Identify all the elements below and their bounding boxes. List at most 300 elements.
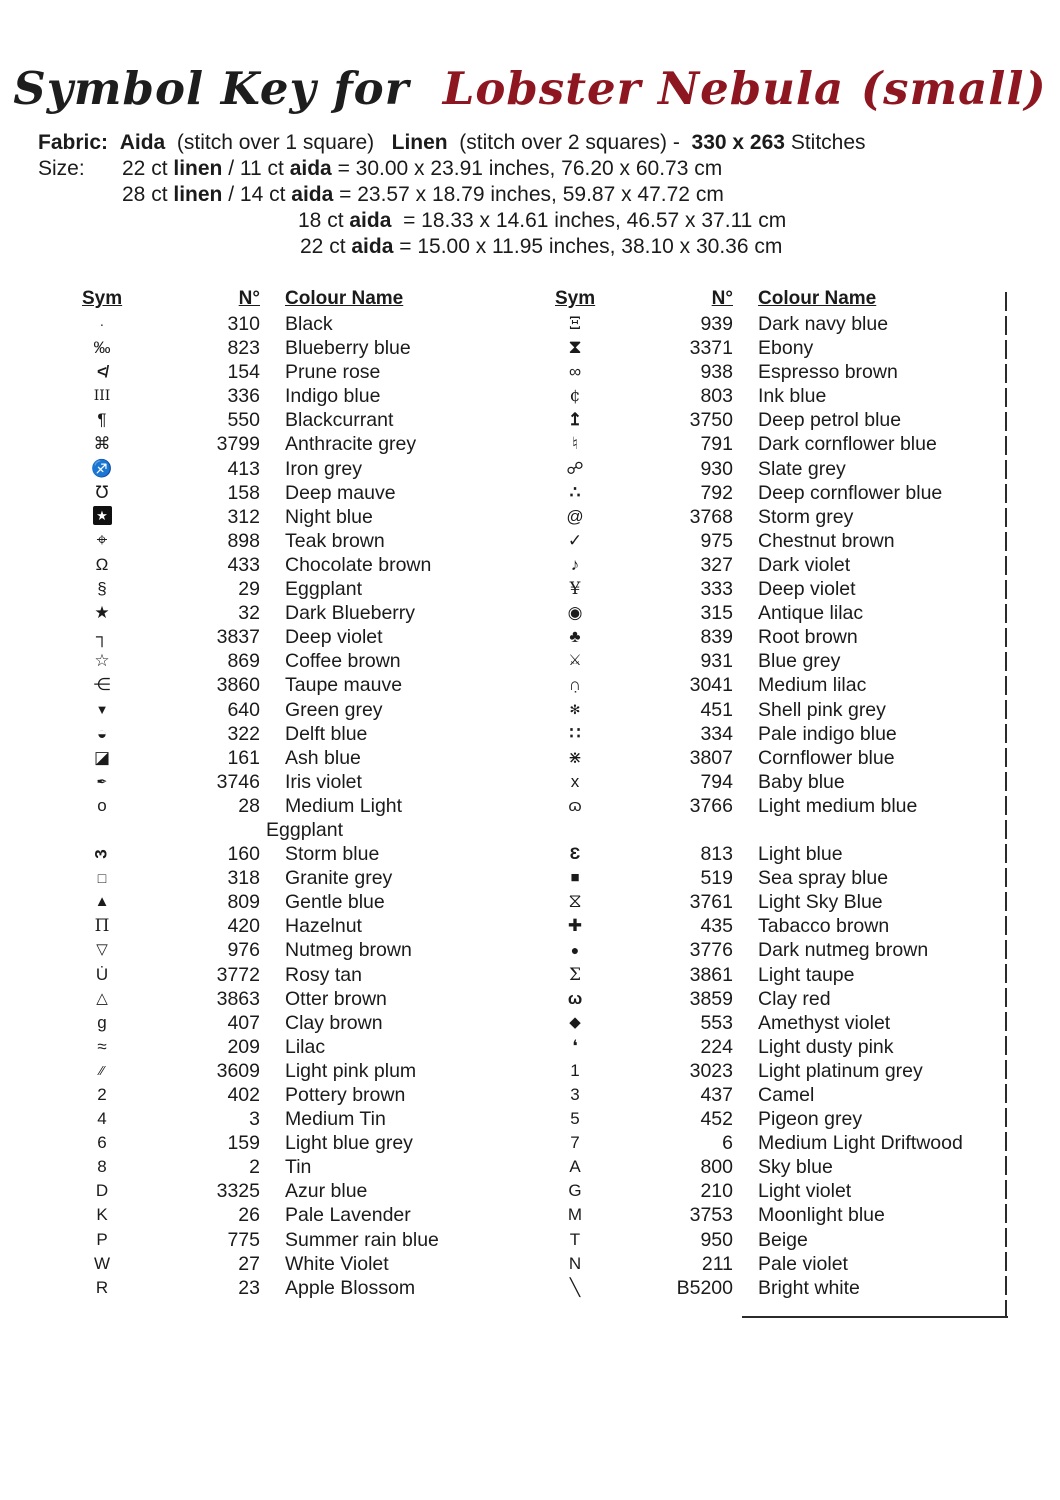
colour-name-cell: Medium Tin [285,1108,386,1131]
symbol-cell: III [93,388,111,405]
table-row [78,842,506,866]
colour-name-cell: Light pink plum [285,1059,417,1082]
number-cell: 898 [227,529,260,552]
symbol-cell: ▲ [94,893,110,911]
symbol-cell: ◉ [567,603,583,623]
text-segment: aida [289,157,332,180]
colour-name-cell: Root brown [758,626,858,649]
number-cell: 550 [227,409,260,432]
table-row [78,601,506,625]
number-cell: 794 [700,770,733,793]
number-cell: 3041 [689,674,733,697]
text-segment: 22 ct [300,235,352,258]
symbol-cell: ♪ [570,554,580,574]
symbol-cell: Ɛ [569,844,581,864]
table-row [551,698,1009,722]
number-cell: 451 [700,698,733,721]
table-row [551,1252,1009,1276]
number-cell: 3761 [689,891,733,914]
table-row [551,1035,1009,1059]
symbol-cell: 7 [570,1133,580,1153]
symbol-cell [551,818,599,842]
colour-name-cell: Night blue [285,505,373,528]
symbol-cell: M [567,1205,583,1225]
symbol-cell: 5 [570,1109,580,1129]
number-cell: 211 [701,1252,733,1275]
number-cell: 3371 [689,337,733,360]
number-cell: 869 [227,650,260,673]
colour-name-cell: Camel [758,1084,815,1106]
colour-name-cell: Anthracite grey [285,433,417,456]
symbol-cell: ⧗ [568,337,582,359]
number-cell: 322 [227,722,260,745]
symbol-cell: ¶ [97,410,107,430]
symbol-cell: G [568,1181,582,1201]
number-cell: 3776 [689,939,733,962]
header-colour-name: Colour Name [285,288,404,309]
colour-name-cell: Bright white [758,1276,860,1299]
number-cell: 3861 [689,963,733,986]
number-cell [126,818,260,842]
number-cell: 3 [249,1108,260,1131]
text-segment: aida [351,235,394,258]
table-row [551,1059,1009,1083]
number-cell: 437 [700,1084,733,1106]
size-line-4 [300,235,782,259]
number-cell: 435 [700,915,733,938]
table-row [551,553,1009,577]
number-cell: 318 [227,867,260,890]
text-segment: linen [173,183,223,206]
symbol-cell: ♐ [91,458,113,478]
number-cell: 402 [227,1084,260,1106]
number-cell: 23 [238,1276,260,1299]
table-row [551,818,1009,842]
table-row [551,842,1009,866]
table-row [551,866,1009,890]
table-row [78,1179,506,1203]
colour-name-cell: Deep violet [758,578,856,601]
symbol-cell: ‰ [93,338,111,358]
number-cell: 519 [700,867,733,890]
number-cell: 950 [700,1228,733,1251]
table-row [78,673,506,697]
text-segment: (stitch over 1 square) [165,131,392,154]
table-row [551,432,1009,456]
table-row [78,505,506,529]
colour-name-cell: Light blue grey [285,1132,413,1155]
header-number: N° [711,288,733,309]
colour-name-cell: Apple Blossom [285,1276,416,1299]
symbol-cell: 4 [97,1109,107,1129]
symbol-cell [78,818,126,842]
page-title [0,62,1060,115]
symbol-cell: ◒ [96,723,108,743]
page-title-prefix: Symbol Key for [13,62,443,115]
table-row [551,336,1009,360]
colour-name-cell: Black [285,313,333,335]
colour-name-cell: Blackcurrant [285,409,394,432]
number-cell: 224 [700,1035,733,1058]
colour-name-cell: Beige [758,1228,808,1251]
table-row [551,649,1009,673]
table-row [551,1083,1009,1107]
text-segment: Linen [391,131,448,154]
number-cell: 3807 [689,746,733,769]
number-cell: 3609 [216,1059,260,1082]
size-line-3 [298,209,786,233]
table-row [551,673,1009,697]
symbol-cell: ❛ [572,1036,578,1056]
symbol-cell: K [96,1205,108,1225]
table-row [78,649,506,673]
table-row [78,866,506,890]
table-row [78,770,506,794]
number-cell: 28 [238,794,260,817]
table-row [551,312,1009,336]
table-row [78,890,506,914]
table-row [78,1035,506,1059]
colour-name-cell: Baby blue [758,770,845,793]
table-row [551,601,1009,625]
table-row [551,1276,1009,1300]
symbol-cell: ✚ [567,916,583,936]
number-cell: 420 [227,915,260,938]
symbol-cell: ℧ [95,482,109,502]
symbol-cell: ▼ [95,701,109,717]
number-cell [599,818,733,842]
next-page-edge-vertical-line [1005,292,1007,1318]
table-row [551,1131,1009,1155]
text-segment: Stitches [784,131,866,154]
symbol-cell: A [569,1157,581,1177]
table-row [78,384,506,408]
symbol-cell: W [93,1253,111,1273]
symbol-cell: R [95,1277,109,1297]
colour-name-cell: Otter brown [285,987,387,1010]
colour-name-cell: Chestnut brown [758,529,895,552]
number-cell: 452 [700,1108,733,1131]
number-cell: 334 [700,722,733,745]
symbol-cell: ╲ [569,1277,581,1297]
number-cell: 6 [722,1132,733,1155]
symbol-cell: g [97,1012,107,1032]
table-row [78,914,506,938]
colour-name-cell: Medium Light Driftwood [758,1132,963,1155]
table-row [551,529,1009,553]
number-cell: 413 [227,457,260,480]
colour-name-cell: Prune rose [285,361,381,384]
symbol-cell: ⌘ [93,434,111,454]
table-row [78,1131,506,1155]
colour-name-cell: Iris violet [285,770,362,793]
text-segment: = 30.00 x 23.91 inches, 76.20 x 60.73 cm [331,157,723,180]
text-segment: 330 x 263 [691,131,785,154]
table-row [78,1155,506,1179]
symbol-cell: Ξ [569,314,581,334]
table-row [551,987,1009,1011]
colour-name-cell: Granite grey [285,867,393,890]
colour-name-cell: Eggplant [266,818,343,841]
number-cell: 159 [227,1132,260,1155]
symbol-cell: ☍ [566,458,584,478]
number-cell: 29 [238,578,260,601]
colour-name-cell: Storm grey [758,505,854,528]
symbol-cell: ∩̣ [568,675,582,695]
table-row [78,336,506,360]
number-cell: 433 [227,553,260,576]
number-cell: 161 [227,746,260,769]
table-row [78,818,506,842]
size-line-1 [122,157,722,181]
table-row [78,1107,506,1131]
text-segment: = 18.33 x 14.61 inches, 46.57 x 37.11 cm [391,209,787,232]
text-segment: aida [349,209,392,232]
colour-name-cell: Summer rain blue [285,1228,439,1251]
table-row [78,1203,506,1227]
number-cell: 3837 [216,626,260,649]
table-row [78,312,506,336]
number-cell: 930 [700,457,733,480]
number-cell: 160 [227,843,260,866]
colour-name-cell: Azur blue [285,1180,368,1203]
colour-name-cell: White Violet [285,1252,389,1275]
fabric-text [108,131,866,154]
table-row [78,481,506,505]
table-row [78,938,506,962]
number-cell: 315 [700,602,733,625]
header-number: N° [238,288,260,309]
colour-name-cell: Lilac [285,1035,326,1058]
table-row [78,360,506,384]
text-segment: linen [173,157,223,180]
table-row [78,1083,506,1107]
text-segment: / 11 ct [222,157,290,180]
number-cell: 327 [700,553,733,576]
table-row [78,1276,506,1300]
table-row [551,505,1009,529]
colour-name-cell: Indigo blue [285,385,381,408]
colour-name-cell: Deep cornflower blue [758,481,943,504]
text-segment: (stitch over 2 squares) - [447,131,692,154]
symbol-cell: ∙ [100,316,104,332]
colour-name-cell: Light violet [758,1180,852,1203]
table-body-left [78,312,506,1300]
number-cell: 210 [700,1180,733,1203]
number-cell: 336 [227,385,260,408]
table-row [78,577,506,601]
table-row [78,1059,506,1083]
number-cell: 2 [249,1156,260,1179]
table-header-row [551,286,1009,312]
table-row [551,914,1009,938]
symbol-cell: ⋲ [93,675,111,695]
symbol-cell: Σ [568,964,582,985]
table-row [78,408,506,432]
number-cell: 3753 [689,1204,733,1227]
colour-name-cell: Deep mauve [285,481,396,504]
table-row [551,384,1009,408]
colour-name-cell: Amethyst violet [758,1011,891,1034]
number-cell: 3859 [689,987,733,1010]
colour-name-cell: Coffee brown [285,650,401,673]
number-cell: 209 [227,1035,260,1058]
number-cell: 312 [227,505,260,528]
number-cell: 975 [700,529,733,552]
colour-name-cell: Pale Lavender [285,1204,411,1227]
colour-name-cell: Sea spray blue [758,867,889,890]
symbol-cell: ∴ [569,482,581,502]
colour-name-cell: Storm blue [285,843,380,866]
number-cell: 640 [227,698,260,721]
colour-name-cell: Taupe mauve [285,674,403,697]
colour-name-cell: Cornflower blue [758,746,895,769]
colour-name-cell: Light taupe [758,963,855,986]
colour-name-cell: Moonlight blue [758,1204,885,1227]
symbol-cell: ⌖ [96,529,108,551]
colour-name-cell: Light blue [758,843,843,866]
colour-name-cell: Ebony [758,337,814,360]
text-segment: = 23.57 x 18.79 inches, 59.87 x 47.72 cm [333,183,724,206]
number-cell: 803 [700,385,733,408]
colour-name-cell: Light dusty pink [758,1035,894,1058]
table-row [78,722,506,746]
symbol-cell: o [97,795,107,815]
symbol-cell: 2 [97,1085,107,1104]
table-row [78,553,506,577]
table-row [551,408,1009,432]
table-row [551,1228,1009,1252]
colour-name-cell: Deep petrol blue [758,409,902,432]
number-cell: 791 [700,433,733,456]
colour-name-cell: Dark nutmeg brown [758,939,929,962]
number-cell: B5200 [676,1276,733,1299]
table-row [551,1179,1009,1203]
number-cell: 333 [700,578,733,601]
size-line-2 [122,183,724,207]
text-segment: 18 ct [298,209,350,232]
table-row [551,625,1009,649]
number-cell: 809 [227,891,260,914]
colour-name-cell [733,818,1009,842]
symbol-cell: ∕∕ [99,1062,105,1078]
colour-name-cell: Light medium blue [758,794,918,817]
colour-name-cell: Nutmeg brown [285,939,412,962]
symbol-table-left [78,286,506,1300]
text-segment: 22 ct [122,157,174,180]
colour-name-cell: Pottery brown [285,1084,406,1106]
colour-name-cell: Dark violet [758,553,851,576]
symbol-cell: ∞ [568,362,582,382]
colour-name-cell: Light platinum grey [758,1059,923,1082]
colour-name-cell: Dark cornflower blue [758,433,937,456]
symbol-cell: ◆ [569,1013,581,1031]
text-segment: Aida [119,131,166,154]
table-row [551,963,1009,987]
colour-name-cell: Tabacco brown [758,915,890,938]
symbol-cell: △ [96,989,108,1007]
number-cell: 800 [700,1156,733,1179]
table-row [551,1107,1009,1131]
number-cell: 813 [700,843,733,866]
table-row [78,746,506,770]
symbol-cell: ɷ [568,795,582,815]
number-cell: 3772 [216,963,260,986]
fabric-label: Fabric: [38,131,109,154]
table-row [78,698,506,722]
symbol-cell: T [569,1229,581,1249]
number-cell: 3768 [689,505,733,528]
fabric-line [38,131,866,155]
colour-name-cell: Ink blue [758,385,827,408]
symbol-cell: N [568,1253,582,1273]
colour-name-cell: Pigeon grey [758,1108,863,1131]
symbol-cell: ✒ [96,773,108,789]
symbol-table-right [551,286,1009,1300]
colour-name-cell: Gentle blue [285,891,385,914]
colour-name-cell: Rosy tan [285,963,362,986]
number-cell: 938 [700,361,733,384]
colour-name-cell: Antique lilac [758,602,864,625]
colour-name-cell: Medium Light [285,794,403,817]
colour-name-cell: Iron grey [285,457,362,480]
table-row [551,360,1009,384]
symbol-cell: ⋇ [567,747,583,767]
number-cell: 310 [227,313,260,335]
table-row [551,794,1009,818]
table-row [551,890,1009,914]
number-cell: 553 [700,1011,733,1034]
symbol-cell: ★ [78,505,126,529]
colour-name-cell: Blue grey [758,650,841,673]
header-sym: Sym [82,288,123,309]
table-row [78,794,506,818]
number-cell: 27 [238,1252,260,1275]
symbol-cell: ♮ [571,434,579,454]
symbol-cell: ⧖ [568,891,582,913]
symbol-cell: ♣ [569,627,581,647]
number-cell: 3863 [216,987,260,1010]
page-title-pattern-name: Lobster Nebula (small) [442,62,1047,115]
table-row [78,625,506,649]
table-row [78,432,506,456]
table-row [551,457,1009,481]
colour-name-cell: Espresso brown [758,361,898,384]
number-cell: 775 [227,1228,260,1251]
table-row [551,1011,1009,1035]
number-cell: 823 [227,337,260,360]
symbol-cell: ∷ [569,723,581,743]
symbol-cell: ω [567,988,583,1008]
symbol-cell: P [96,1229,108,1249]
symbol-cell: ¢ [569,386,581,407]
symbol-cell: Π [94,916,110,937]
symbol-cell: ✓ [567,530,583,550]
symbol-cell: x [570,771,580,791]
symbol-cell: 6 [97,1133,107,1153]
table-body-right [551,312,1009,1300]
table-row [78,1228,506,1252]
number-cell: 939 [700,313,733,335]
header-colour-name: Colour Name [758,288,877,309]
table-row [551,746,1009,770]
table-row [551,1155,1009,1179]
colour-name-cell: Clay brown [285,1011,383,1034]
table-row [551,481,1009,505]
symbol-cell: □ [97,870,107,887]
number-cell: 158 [227,481,260,504]
text-segment: / 14 ct [222,183,292,206]
